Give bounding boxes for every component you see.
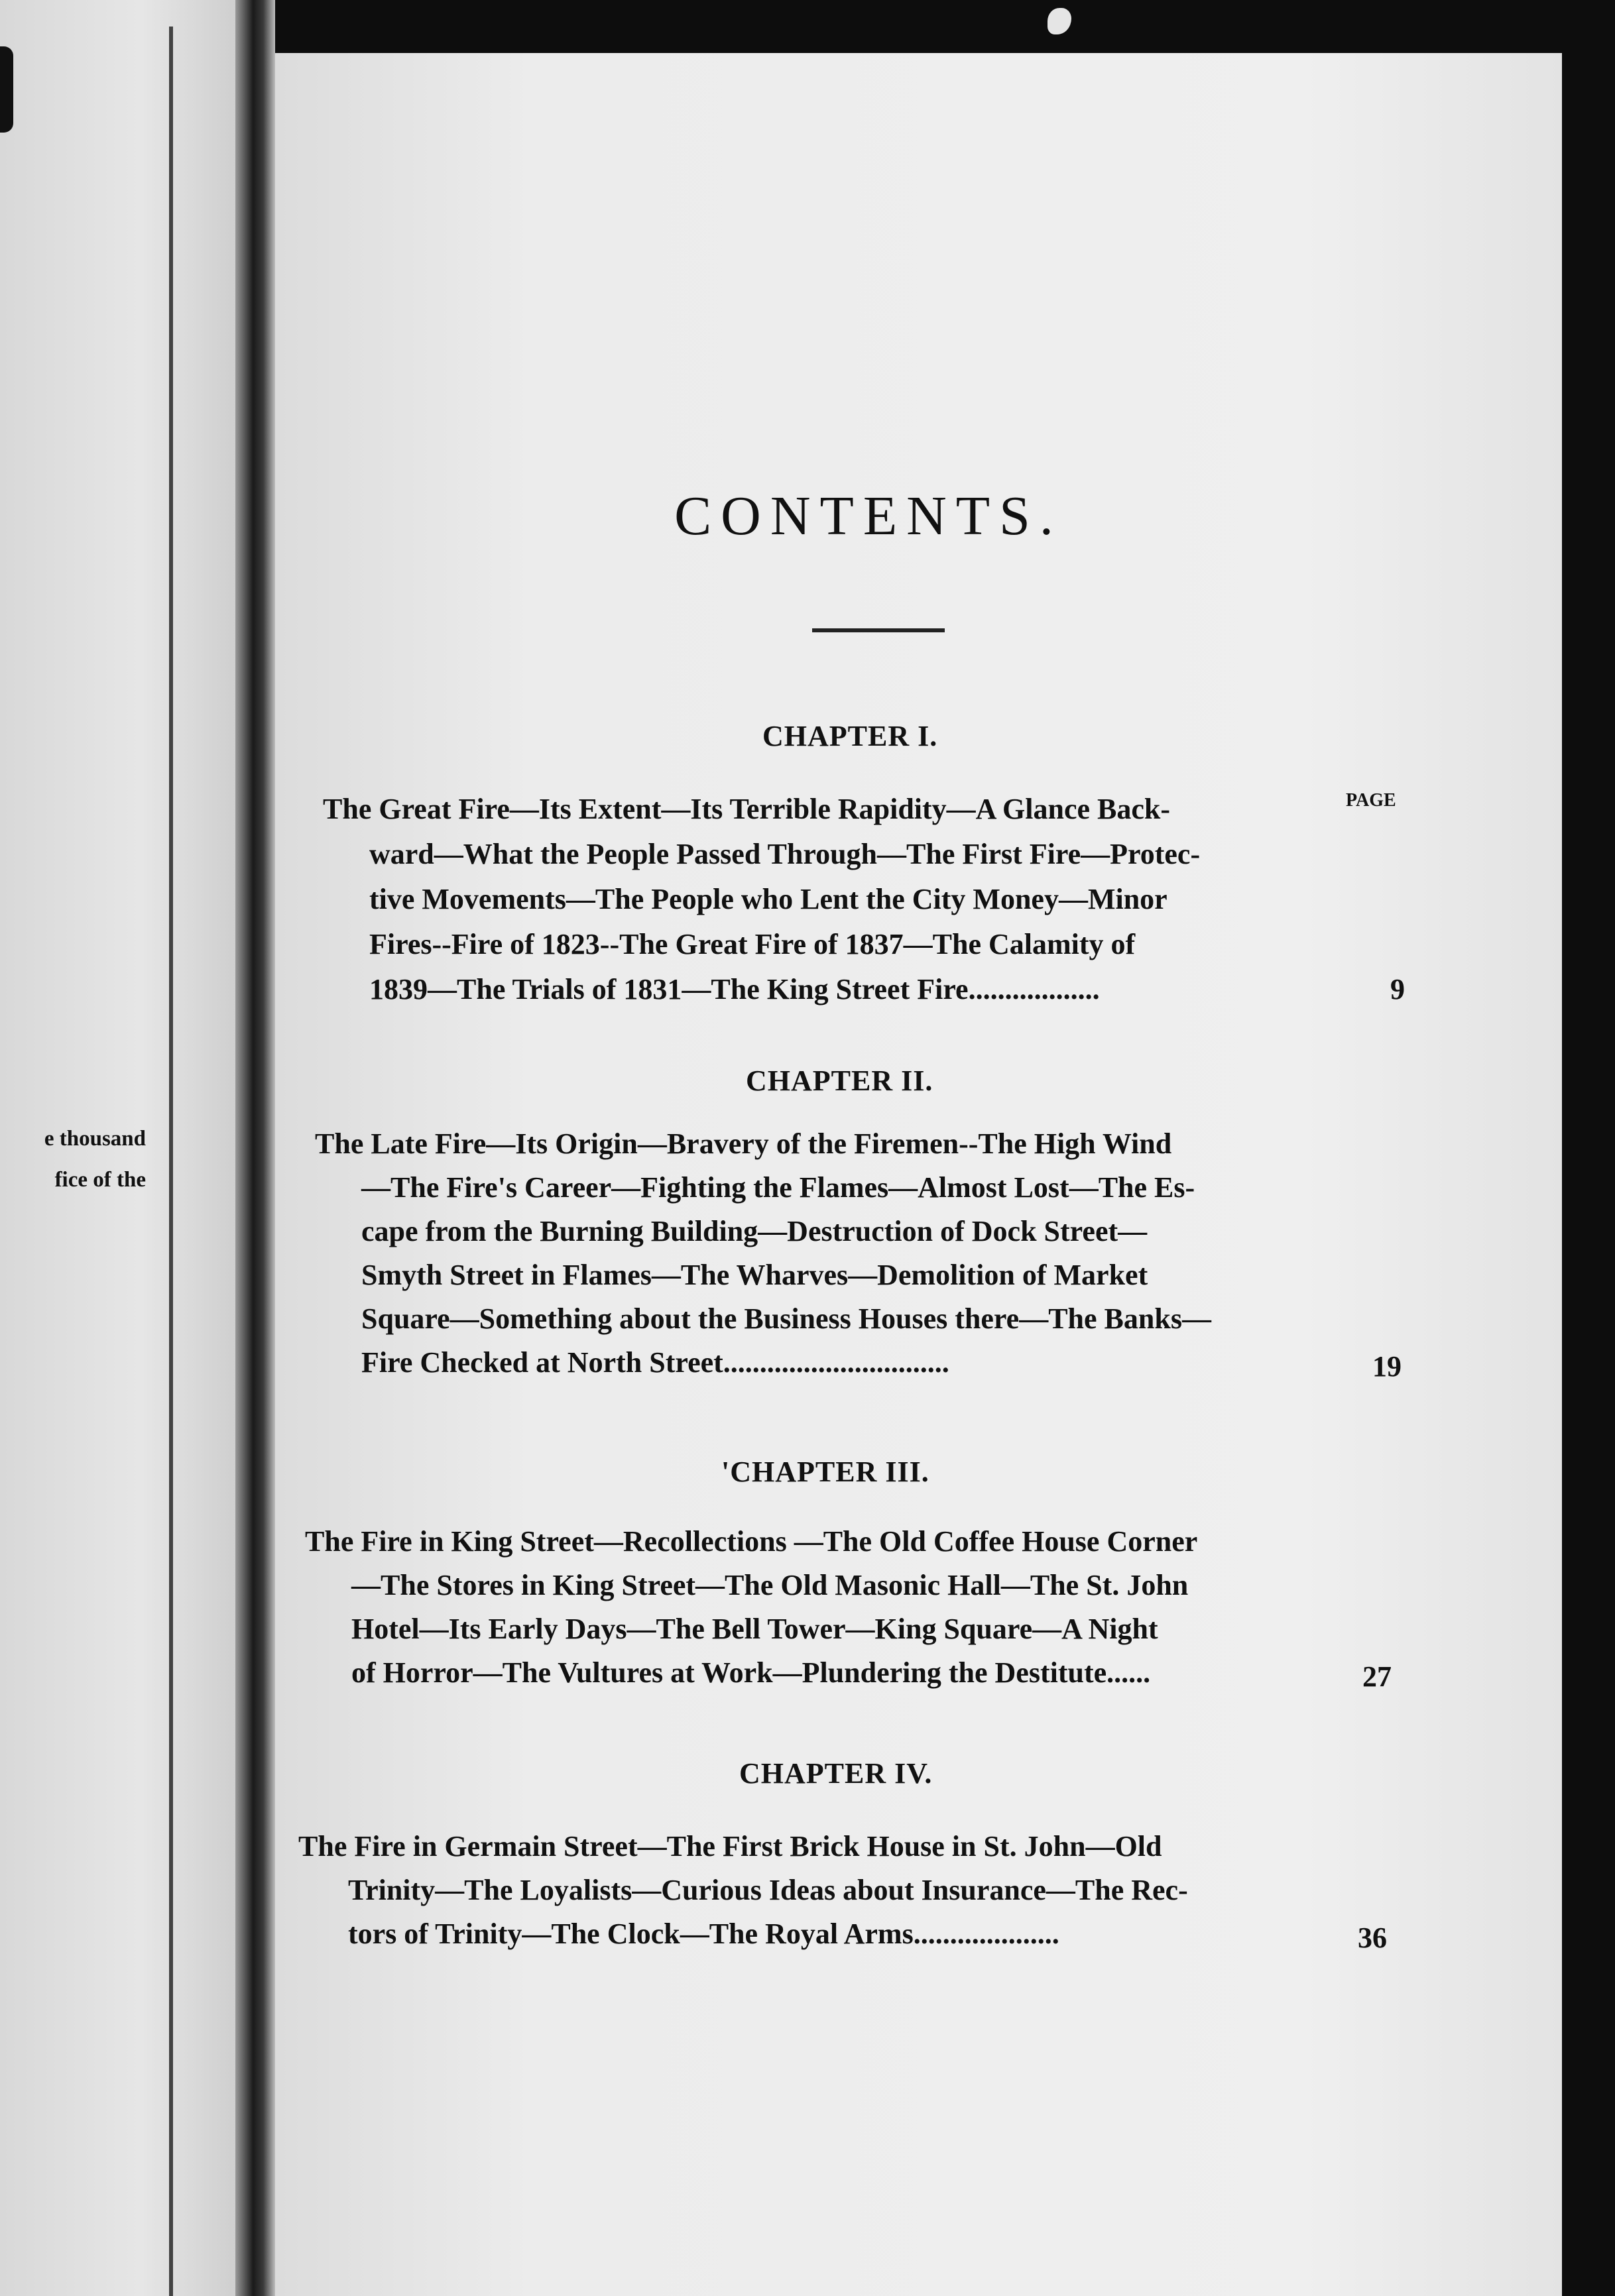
entry-line: of Horror—The Vultures at Work—Plundering the Destitute...... [351, 1656, 1151, 1689]
scan-border-right [1562, 53, 1615, 2296]
entry-line: Fires--Fire of 1823--The Great Fire of 1837—The Calamity of [369, 928, 1136, 960]
entry-line: The Fire in King Street—Recollections —The Old Coffee House Corner [305, 1525, 1198, 1558]
page-number: 19 [1372, 1350, 1402, 1383]
entry-line: 1839—The Trials of 1831—The King Street Fire.................. [369, 973, 1100, 1005]
page-number: 9 [1390, 973, 1405, 1005]
chapter-heading: CHAPTER I. [762, 720, 938, 752]
entry-line: Trinity—The Loyalists—Curious Ideas about Insurance—The Rec- [348, 1874, 1188, 1906]
scan-border-top [275, 0, 1615, 53]
page-number: 27 [1362, 1660, 1392, 1693]
entry-line: Square—Something about the Business Houses there—The Banks— [361, 1302, 1211, 1335]
entry-line: tors of Trinity—The Clock—The Royal Arms.................... [348, 1918, 1059, 1950]
entry-line: —The Fire's Career—Fighting the Flames—Almost Lost—The Es- [361, 1171, 1195, 1204]
book-gutter [235, 0, 275, 2296]
entry-line: Fire Checked at North Street............................... [361, 1346, 949, 1379]
left-facing-page [0, 0, 235, 2296]
entry-line: The Late Fire—Its Origin—Bravery of the Firemen--The High Wind [315, 1127, 1172, 1160]
chapter-heading: CHAPTER IV. [739, 1757, 933, 1790]
page-number: 36 [1358, 1922, 1387, 1954]
chapter-heading: CHAPTER II. [746, 1064, 933, 1097]
entry-line: tive Movements—The People who Lent the City Money—Minor [369, 883, 1167, 915]
page-title: CONTENTS. [674, 485, 1063, 547]
entry-line: Hotel—Its Early Days—The Bell Tower—King Square—A Night [351, 1613, 1158, 1645]
chapter-heading: 'CHAPTER III. [721, 1456, 929, 1488]
left-page-edge-glyph [0, 46, 13, 133]
entry-line: The Fire in Germain Street—The First Brick House in St. John—Old [298, 1830, 1162, 1863]
entry-line: ward—What the People Passed Through—The First Fire—Protec- [369, 838, 1201, 870]
title-rule [812, 628, 945, 632]
entry-line: Smyth Street in Flames—The Wharves—Demolition of Market [361, 1259, 1148, 1291]
left-page-text-line: e thousand [44, 1127, 146, 1151]
left-page-text-line: fice of the [54, 1168, 146, 1192]
entry-line: cape from the Burning Building—Destruction of Dock Street— [361, 1215, 1148, 1247]
entry-line: —The Stores in King Street—The Old Masonic Hall—The St. John [351, 1569, 1189, 1601]
page-column-label: PAGE [1346, 790, 1396, 811]
page-edge-line [169, 27, 173, 2296]
entry-line: The Great Fire—Its Extent—Its Terrible Rapidity—A Glance Back- [323, 793, 1170, 825]
